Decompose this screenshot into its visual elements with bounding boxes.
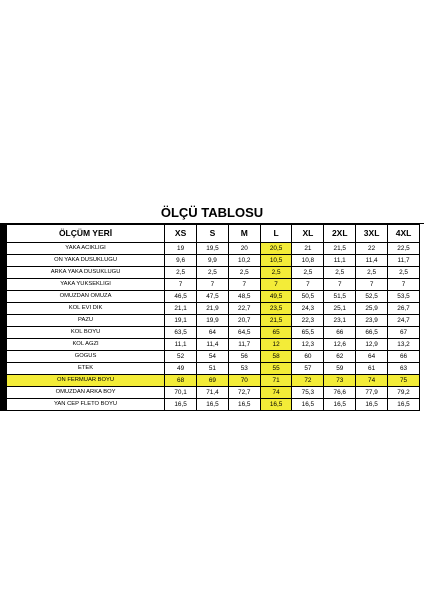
measurement-label: ETEK [6,363,164,375]
size-value: 2,5 [260,267,292,279]
size-value: 74 [260,387,292,399]
size-value: 20,7 [228,315,260,327]
size-value: 12 [260,339,292,351]
table-row [0,243,420,255]
size-value: 7 [388,279,420,291]
size-value: 69 [197,375,229,387]
measurement-label: YAN CEP FLETO BOYU [6,399,164,411]
size-value: 2,5 [228,267,260,279]
size-value: 21,1 [165,303,197,315]
table-row [0,315,420,327]
size-value: 23,5 [260,303,292,315]
table-row [0,399,420,411]
table-row [0,291,420,303]
size-value: 76,6 [324,387,356,399]
size-value: 79,2 [388,387,420,399]
size-value: 2,5 [165,267,197,279]
header-size-3xl: 3XL [356,225,388,243]
size-value: 11,1 [165,339,197,351]
size-value: 2,5 [324,267,356,279]
size-value: 25,9 [356,303,388,315]
measurement-label: OMUZDAN OMUZA [6,291,164,303]
header-measurement: ÖLÇÜM YERİ [6,225,164,243]
size-value: 73 [324,375,356,387]
size-table [0,224,420,411]
size-value: 70 [228,375,260,387]
size-value: 19,5 [197,243,229,255]
size-value: 22,5 [388,243,420,255]
size-value: 71,4 [197,387,229,399]
size-value: 47,5 [197,291,229,303]
size-value: 16,5 [228,399,260,411]
table-row [0,351,420,363]
size-value: 58 [260,351,292,363]
size-value: 64,5 [228,327,260,339]
size-value: 25,1 [324,303,356,315]
size-value: 53,5 [388,291,420,303]
size-value: 49,5 [260,291,292,303]
size-value: 7 [324,279,356,291]
table-row [0,375,420,387]
size-value: 75 [388,375,420,387]
size-value: 64 [197,327,229,339]
size-value: 7 [197,279,229,291]
chart-title: ÖLÇÜ TABLOSU [160,205,264,220]
measurement-label: PAZU [6,315,164,327]
size-value: 49 [165,363,197,375]
size-value: 16,5 [292,399,324,411]
header-row [0,225,420,243]
table-row [0,339,420,351]
size-value: 12,3 [292,339,324,351]
size-value: 24,3 [292,303,324,315]
measurement-label: KOL EVI DIK [6,303,164,315]
size-value: 10,2 [228,255,260,267]
size-value: 48,5 [228,291,260,303]
size-value: 11,1 [324,255,356,267]
size-value: 23,1 [324,315,356,327]
size-value: 16,5 [356,399,388,411]
size-value: 72,7 [228,387,260,399]
size-value: 13,2 [388,339,420,351]
table-row [0,303,420,315]
header-size-4xl: 4XL [388,225,420,243]
size-value: 22,3 [292,315,324,327]
size-value: 22 [356,243,388,255]
size-value: 63 [388,363,420,375]
size-value: 9,6 [165,255,197,267]
size-value: 16,5 [165,399,197,411]
measurement-label: ON YAKA DUSUKLUGU [6,255,164,267]
header-size-l: L [260,225,292,243]
size-value: 64 [356,351,388,363]
size-value: 21,9 [197,303,229,315]
size-value: 51 [197,363,229,375]
size-value: 11,7 [228,339,260,351]
measurement-label: KOL AGZI [6,339,164,351]
size-value: 75,3 [292,387,324,399]
size-value: 56 [228,351,260,363]
measurement-label: OMUZDAN ARKA BOY [6,387,164,399]
header-size-xs: XS [165,225,197,243]
measurement-label: ARKA YAKA DUSUKLUGU [6,267,164,279]
measurement-label: KOL BOYU [6,327,164,339]
size-value: 19 [165,243,197,255]
size-value: 16,5 [260,399,292,411]
size-value: 11,7 [388,255,420,267]
size-value: 16,5 [388,399,420,411]
table-row [0,387,420,399]
size-value: 7 [260,279,292,291]
size-value: 52 [165,351,197,363]
size-value: 61 [356,363,388,375]
size-value: 12,9 [356,339,388,351]
size-value: 65 [260,327,292,339]
size-value: 21,5 [324,243,356,255]
size-value: 63,5 [165,327,197,339]
header-size-xl: XL [292,225,324,243]
size-value: 66 [388,351,420,363]
size-value: 9,9 [197,255,229,267]
size-value: 60 [292,351,324,363]
size-value: 51,5 [324,291,356,303]
size-value: 23,9 [356,315,388,327]
size-value: 7 [228,279,260,291]
size-value: 19,9 [197,315,229,327]
size-value: 7 [165,279,197,291]
size-value: 54 [197,351,229,363]
size-value: 66 [324,327,356,339]
size-value: 21 [292,243,324,255]
table-row [0,255,420,267]
size-value: 66,5 [356,327,388,339]
size-value: 52,5 [356,291,388,303]
size-value: 50,5 [292,291,324,303]
measurement-label: GOGUS [6,351,164,363]
measurement-label: YAKA ACIKLIGI [6,243,164,255]
size-value: 53 [228,363,260,375]
size-value: 67 [388,327,420,339]
size-value: 16,5 [197,399,229,411]
size-value: 11,4 [197,339,229,351]
size-value: 20 [228,243,260,255]
size-value: 12,6 [324,339,356,351]
table-row [0,327,420,339]
table-row [0,279,420,291]
measurement-label: ON FERMUAR BOYU [6,375,164,387]
size-value: 59 [324,363,356,375]
size-value: 19,1 [165,315,197,327]
size-value: 24,7 [388,315,420,327]
size-value: 20,5 [260,243,292,255]
size-value: 2,5 [356,267,388,279]
table-row [0,363,420,375]
size-chart [0,195,424,408]
size-value: 77,9 [356,387,388,399]
header-size-2xl: 2XL [324,225,356,243]
header-size-m: M [228,225,260,243]
size-value: 26,7 [388,303,420,315]
size-value: 2,5 [197,267,229,279]
header-size-s: S [197,225,229,243]
size-value: 55 [260,363,292,375]
size-value: 16,5 [324,399,356,411]
size-value: 10,8 [292,255,324,267]
size-value: 22,7 [228,303,260,315]
size-value: 74 [356,375,388,387]
size-value: 68 [165,375,197,387]
size-value: 11,4 [356,255,388,267]
size-value: 21,5 [260,315,292,327]
measurement-label: YAKA YUKSEKLIGI [6,279,164,291]
size-value: 62 [324,351,356,363]
size-value: 71 [260,375,292,387]
table-row [0,267,420,279]
size-value: 70,1 [165,387,197,399]
size-value: 2,5 [292,267,324,279]
size-value: 46,5 [165,291,197,303]
size-value: 72 [292,375,324,387]
size-value: 7 [292,279,324,291]
size-value: 7 [356,279,388,291]
size-value: 57 [292,363,324,375]
size-value: 10,5 [260,255,292,267]
size-value: 2,5 [388,267,420,279]
size-value: 65,5 [292,327,324,339]
